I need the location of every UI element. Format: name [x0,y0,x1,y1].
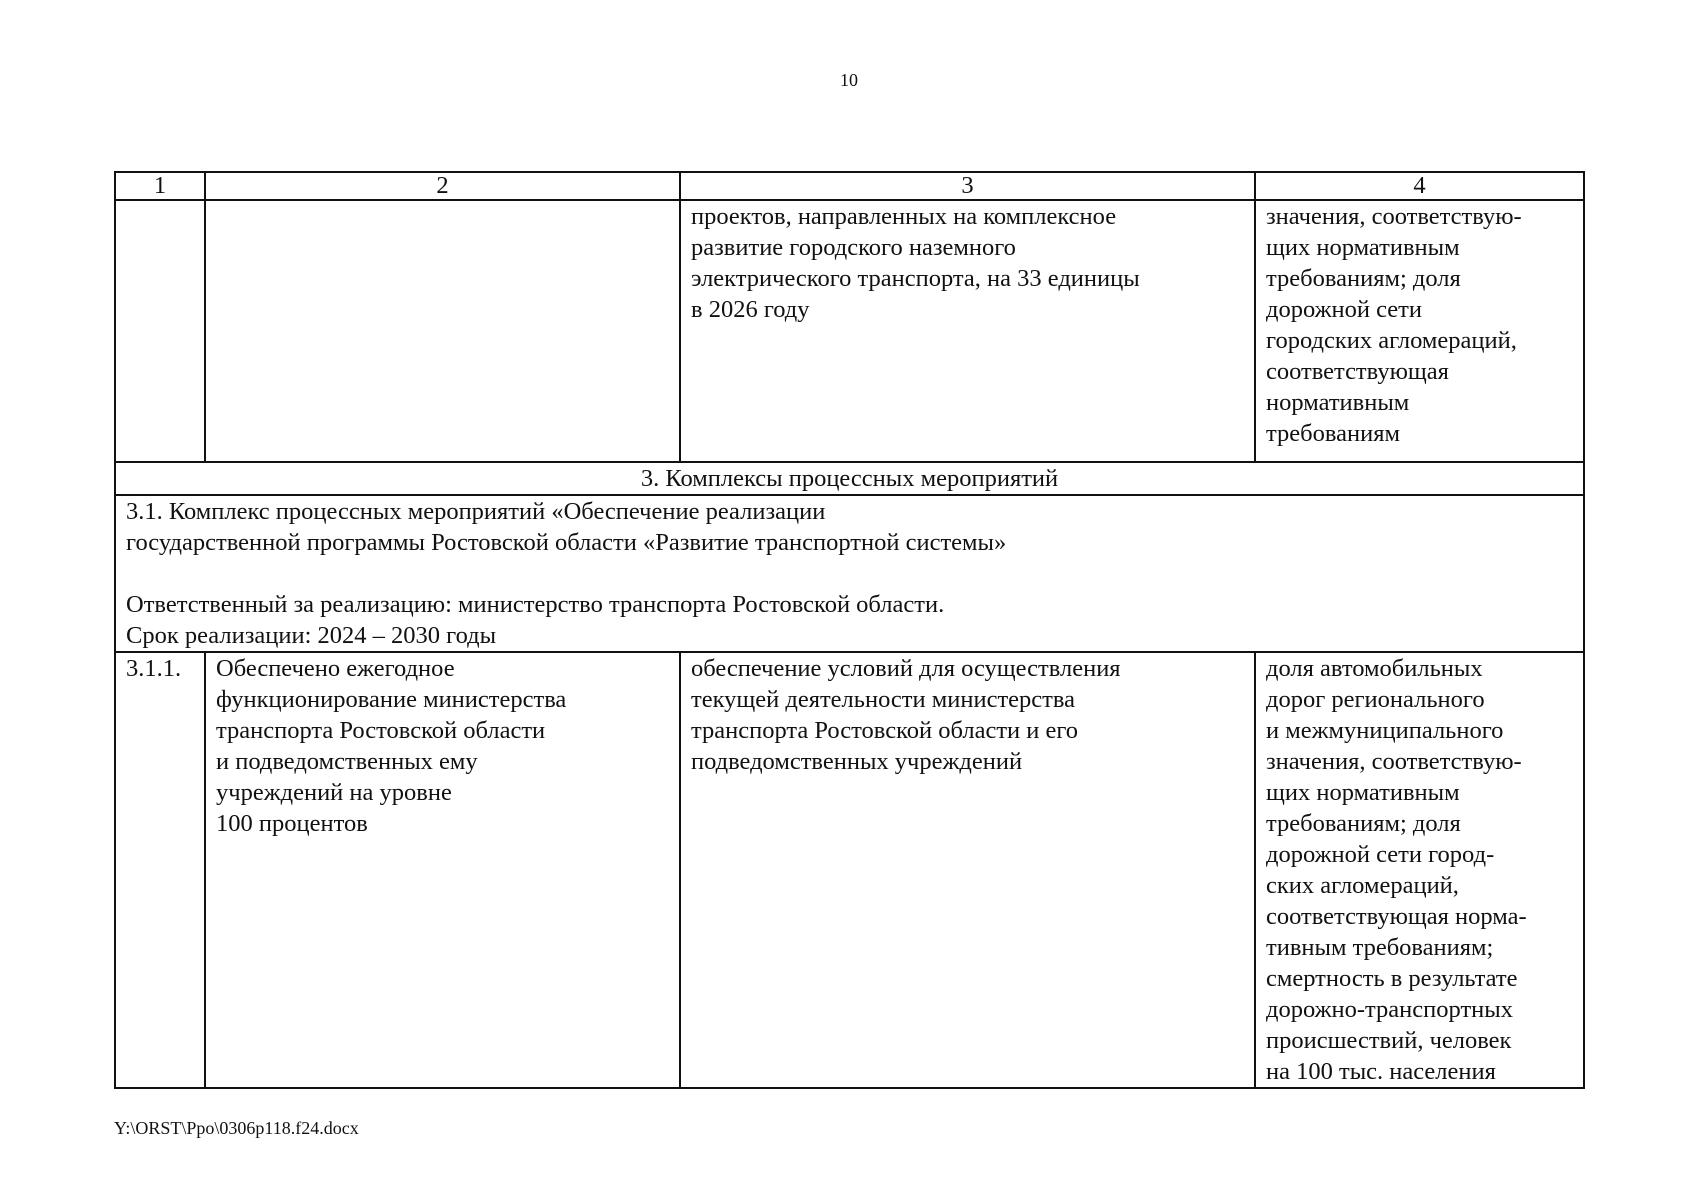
cell-number: 3.1.1. [115,652,205,1088]
table-row-continuation [115,200,1584,462]
cell-description: обеспечение условий для осуществления текущей деятельности министерства транспорта Ростовской области и его подведомственных учреждений [680,652,1255,1088]
cell-result [205,200,680,462]
section-heading: 3. Комплексы процессных мероприятий [115,462,1584,495]
column-header-4: 4 [1255,172,1584,200]
file-path-footer: Y:\ORST\Ppo\0306p118.f24.docx [114,1118,359,1138]
section-heading-row [115,462,1584,495]
cell-number [115,200,205,462]
period-line: Срок реализации: 2024 – 2030 годы [126,622,497,649]
page-number: 10 [840,70,858,90]
cell-indicators: значения, соответствую- щих нормативным требованиям; доля дорожной сети городских агломераций, соответствующая нормативным требованиям [1255,200,1584,462]
column-header-1: 1 [115,172,205,200]
cell-result: Обеспечено ежегодное функционирование министерства транспорта Ростовской области и подведомственных ему учреждений на уровне 100 процентов [205,652,680,1088]
column-header-3: 3 [680,172,1255,200]
subsection-cell [115,495,1584,652]
column-header-row [115,172,1584,200]
measures-table [114,171,1585,1089]
subsection-row [115,495,1584,652]
cell-indicators: доля автомобильных дорог регионального и межмуниципального значения, соответствую- щих нормативным требованиям; доля дорожной сети город- ских агломераций, соответствующая норма- тивным требованиям; смертность в результате дорожно-транспортных происшествий, человек на 100 тыс. населения [1255,652,1584,1088]
subsection-title-line-1: 3.1. Комплекс процессных мероприятий «Обеспечение реализации [126,498,826,525]
subsection-title-line-2: государственной программы Ростовской области «Развитие транспортной системы» [126,529,1007,556]
table-row-3-1-1 [115,652,1584,1088]
blank-line [126,558,1573,589]
cell-description: проектов, направленных на комплексное развитие городского наземного электрического транспорта, на 33 единицы в 2026 году [680,200,1255,462]
column-header-2: 2 [205,172,680,200]
responsible-line: Ответственный за реализацию: министерство транспорта Ростовской области. [126,591,945,618]
